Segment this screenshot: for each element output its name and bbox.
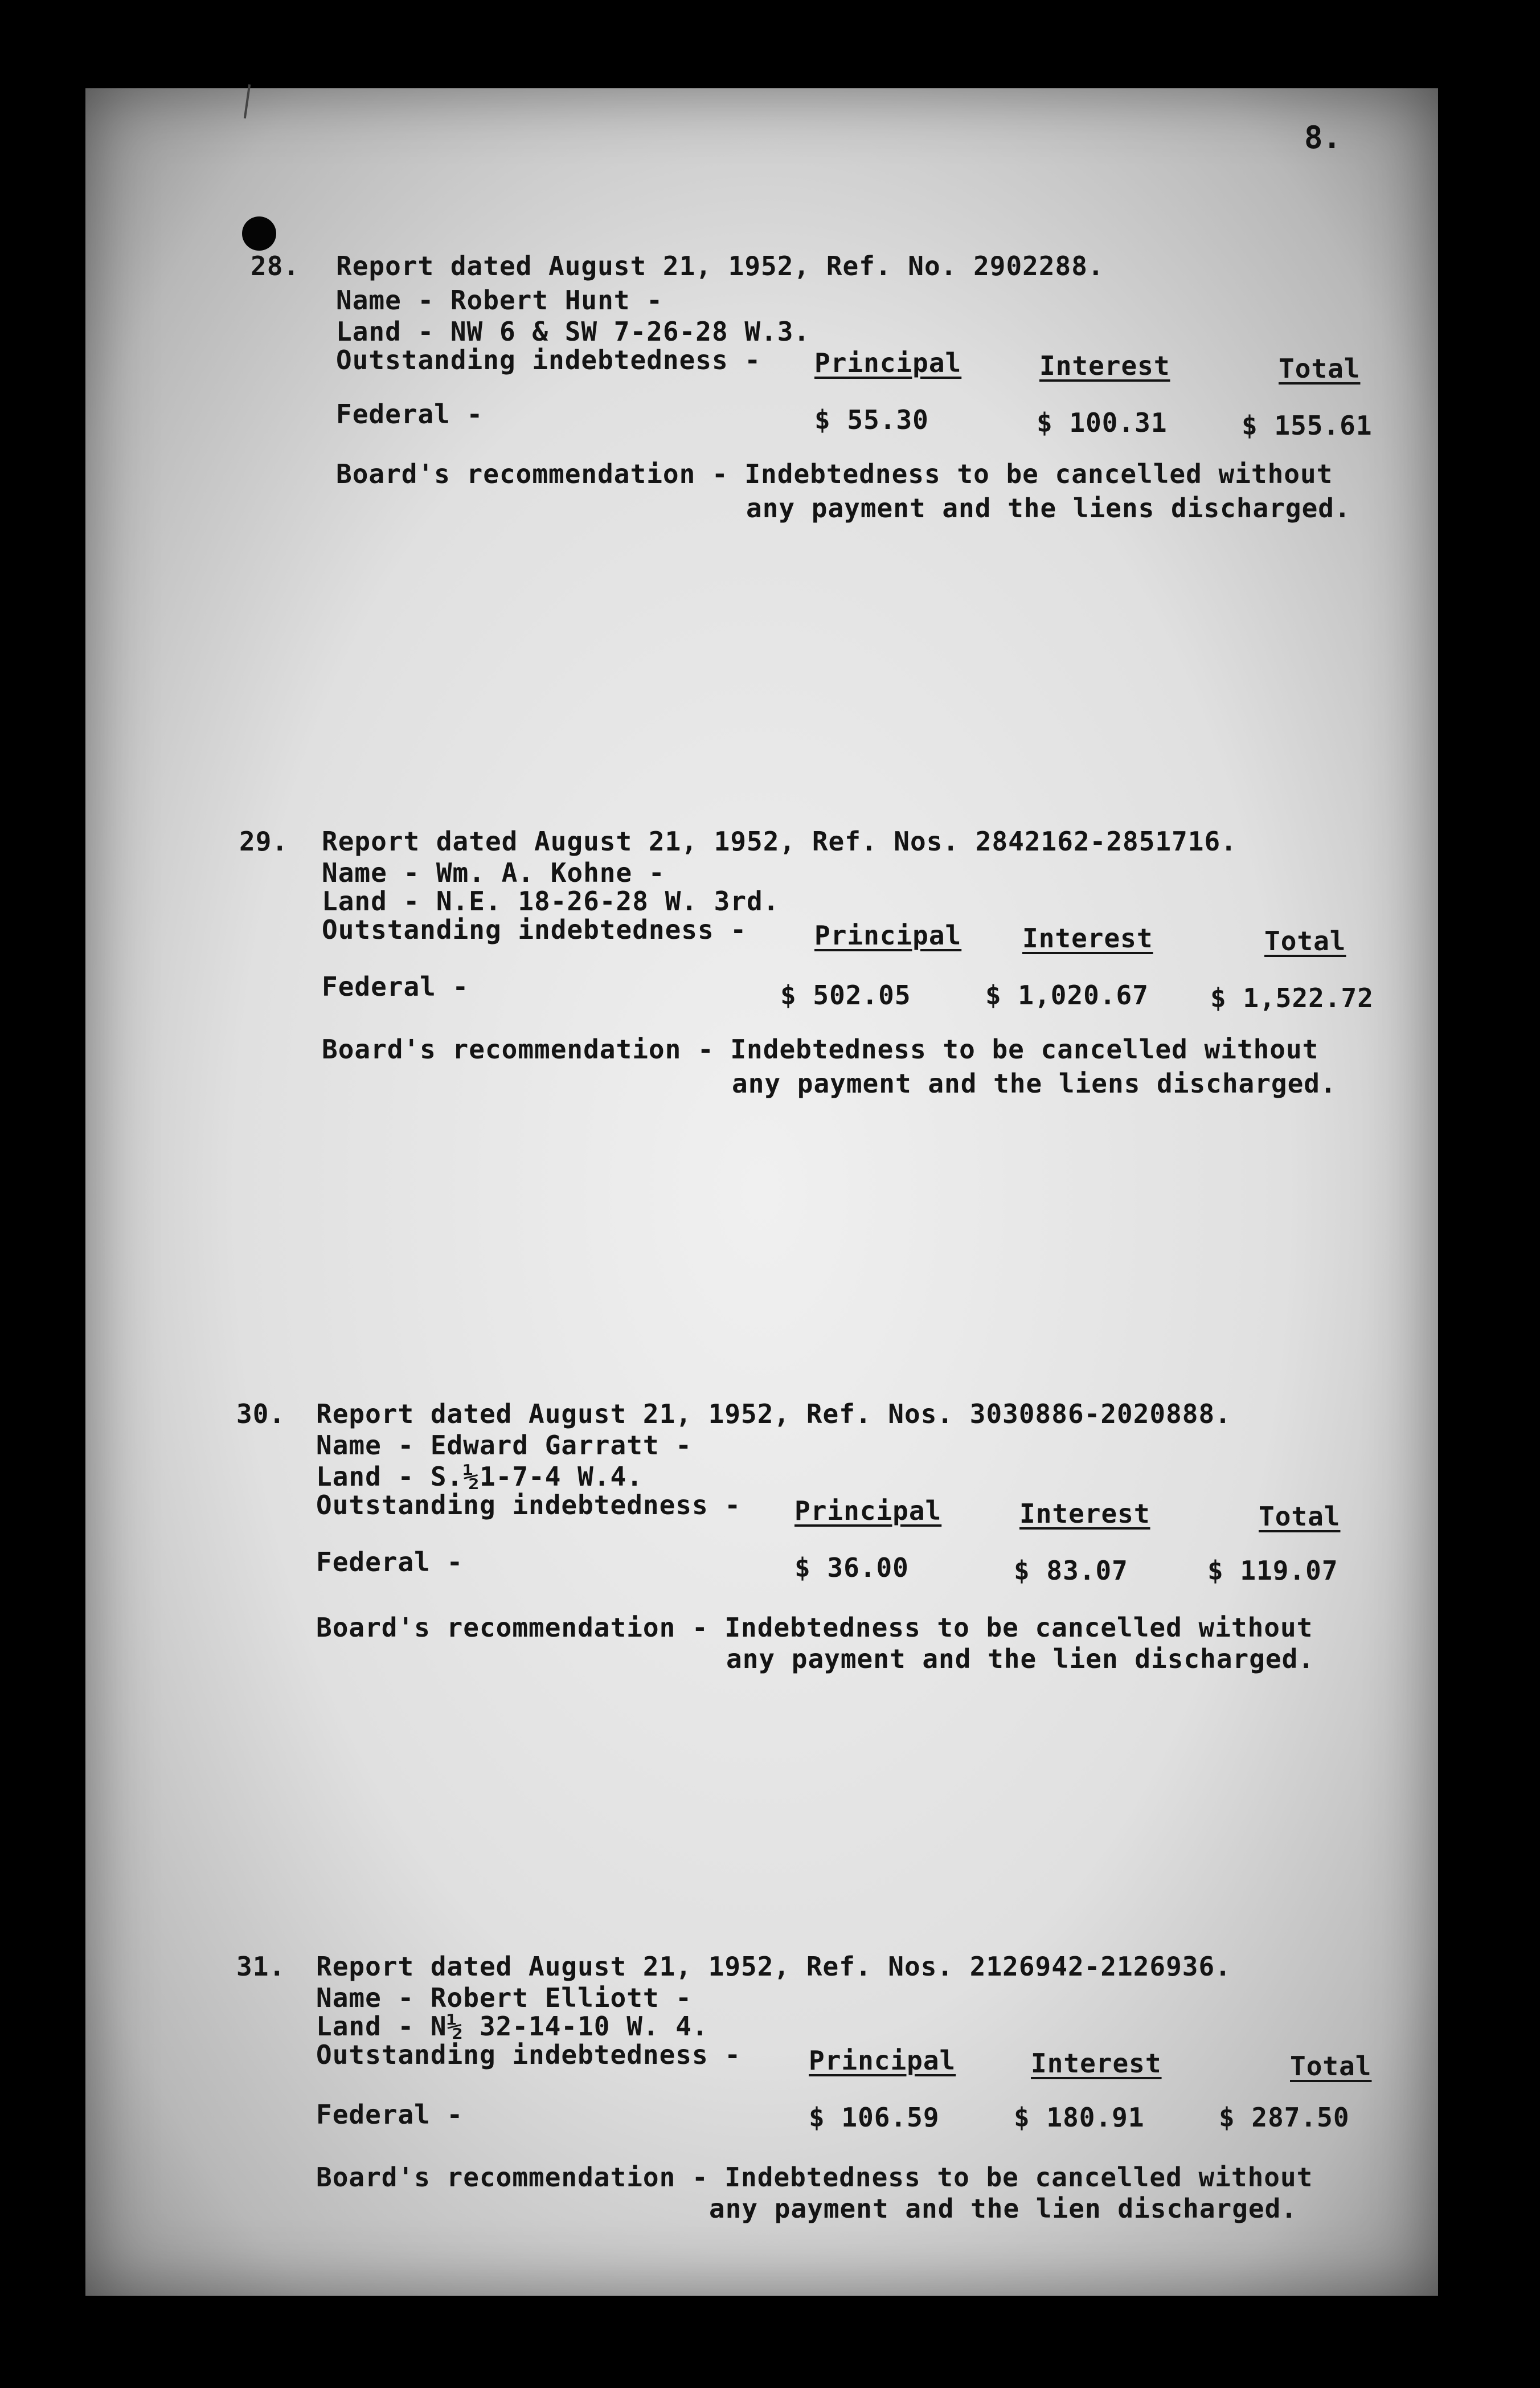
entry-number: 29. xyxy=(239,826,289,857)
recommendation-line-2: any payment and the liens discharged. xyxy=(746,493,1351,524)
principal-amount: $ 502.05 xyxy=(780,980,911,1011)
recommendation-line-2: any payment and the lien discharged. xyxy=(726,1643,1314,1674)
report-line: Report dated August 21, 1952, Ref. No. 2902288. xyxy=(336,251,1104,281)
report-line: Report dated August 21, 1952, Ref. Nos. 2842162-2851716. xyxy=(322,826,1237,857)
recommendation-line-2: any payment and the lien discharged. xyxy=(709,2193,1297,2224)
entry-number: 31. xyxy=(236,1951,286,1982)
name-line: Name - Robert Elliott - xyxy=(316,1982,692,2013)
total-amount: $ 287.50 xyxy=(1219,2102,1350,2133)
recommendation-line-1: Board's recommendation - Indebtedness to be cancelled without xyxy=(336,459,1333,489)
land-line: Land - N.E. 18-26-28 W. 3rd. xyxy=(322,886,780,917)
total-header: Total xyxy=(1264,926,1346,956)
recommendation-line-1: Board's recommendation - Indebtedness to be cancelled without xyxy=(316,2162,1313,2193)
total-amount: $ 155.61 xyxy=(1242,410,1373,441)
interest-header: Interest xyxy=(1031,2048,1162,2079)
federal-label: Federal - xyxy=(322,971,469,1002)
land-line: Land - NW 6 & SW 7-26-28 W.3. xyxy=(336,316,810,347)
outstanding-line: Outstanding indebtedness - xyxy=(322,914,747,945)
recommendation-line-1: Board's recommendation - Indebtedness to be cancelled without xyxy=(316,1612,1313,1643)
principal-amount: $ 55.30 xyxy=(814,404,929,435)
principal-amount: $ 36.00 xyxy=(794,1552,909,1583)
total-header: Total xyxy=(1279,353,1361,384)
interest-header: Interest xyxy=(1019,1498,1150,1529)
interest-amount: $ 100.31 xyxy=(1037,407,1168,438)
outstanding-line: Outstanding indebtedness - xyxy=(316,1490,742,1520)
outstanding-line: Outstanding indebtedness - xyxy=(316,2039,742,2070)
federal-label: Federal - xyxy=(316,2099,464,2130)
total-amount: $ 119.07 xyxy=(1207,1555,1338,1586)
interest-amount: $ 180.91 xyxy=(1014,2102,1145,2133)
total-header: Total xyxy=(1290,2051,1372,2082)
punch-hole-mark xyxy=(242,216,276,251)
entry-number: 30. xyxy=(236,1399,286,1429)
entry-number: 28. xyxy=(251,251,300,281)
total-header: Total xyxy=(1259,1501,1341,1532)
recommendation-line-2: any payment and the liens discharged. xyxy=(732,1068,1337,1099)
land-line: Land - N½ 32-14-10 W. 4. xyxy=(316,2011,708,2042)
report-line: Report dated August 21, 1952, Ref. Nos. 2126942-2126936. xyxy=(316,1951,1231,1982)
principal-amount: $ 106.59 xyxy=(809,2102,940,2133)
principal-header: Principal xyxy=(794,1495,942,1526)
name-line: Name - Robert Hunt - xyxy=(336,285,663,316)
principal-header: Principal xyxy=(814,920,962,951)
recommendation-line-1: Board's recommendation - Indebtedness to be cancelled without xyxy=(322,1034,1319,1065)
principal-header: Principal xyxy=(814,347,962,378)
interest-header: Interest xyxy=(1039,350,1170,381)
interest-header: Interest xyxy=(1022,923,1153,954)
outstanding-line: Outstanding indebtedness - xyxy=(336,345,761,375)
principal-header: Principal xyxy=(809,2045,956,2076)
name-line: Name - Edward Garratt - xyxy=(316,1430,692,1461)
interest-amount: $ 83.07 xyxy=(1014,1555,1128,1586)
interest-amount: $ 1,020.67 xyxy=(985,980,1149,1011)
report-line: Report dated August 21, 1952, Ref. Nos. 3030886-2020888. xyxy=(316,1399,1231,1429)
total-amount: $ 1,522.72 xyxy=(1210,983,1374,1013)
federal-label: Federal - xyxy=(316,1547,464,1577)
land-line: Land - S.½1-7-4 W.4. xyxy=(316,1461,643,1492)
page-number: 8. xyxy=(1304,120,1342,156)
federal-label: Federal - xyxy=(336,399,484,430)
name-line: Name - Wm. A. Kohne - xyxy=(322,857,665,888)
